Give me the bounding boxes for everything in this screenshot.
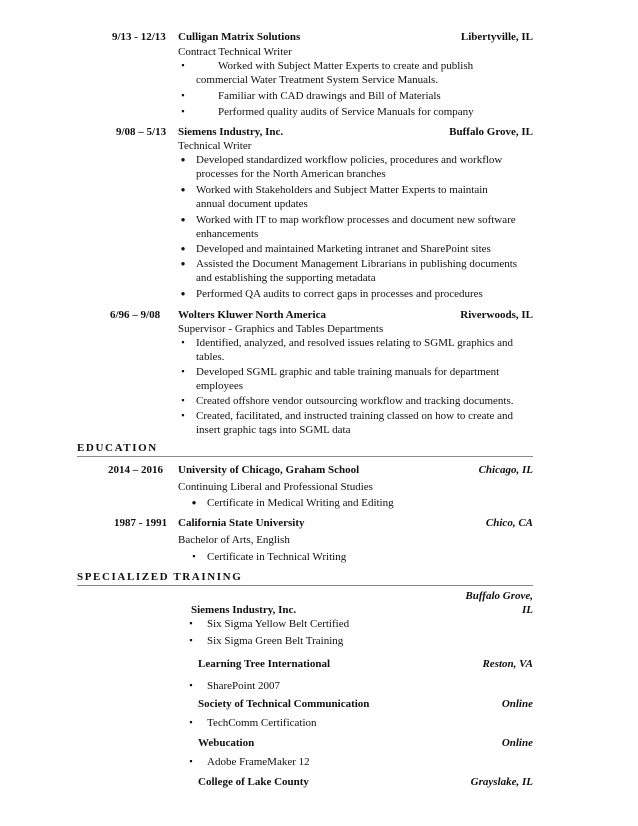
job-company: Culligan Matrix Solutions (178, 31, 301, 43)
round-bullet-icon: ● (191, 498, 197, 507)
bullet-text: Familiar with CAD drawings and Bill of Materials (218, 90, 441, 102)
bullet-text: Developed standardized workflow policies, procedures and workflow (196, 154, 503, 166)
section-heading-training: SPECIALIZED TRAINING (77, 571, 243, 583)
edu-school: University of Chicago, Graham School (178, 464, 360, 476)
bullet-text: Six Sigma Yellow Belt Certified (207, 618, 350, 630)
job-location: Buffalo Grove, IL (449, 126, 533, 138)
bullet-text: Developed and maintained Marketing intranet and SharePoint sites (196, 243, 491, 255)
edu-dates: 2014 – 2016 (108, 464, 163, 476)
bullet-text: Assisted the Document Management Librarians in publishing documents (196, 258, 518, 270)
round-bullet-icon: ● (180, 244, 186, 253)
bullet-text: Worked with IT to map workflow processes and document new software (196, 214, 516, 226)
section-heading-education: EDUCATION (77, 442, 158, 454)
job-dates: 9/13 - 12/13 (112, 31, 166, 43)
square-bullet-icon: ▪ (189, 635, 193, 645)
bullet-text: commercial Water Treatment System Service Manuals. (196, 74, 439, 86)
bullet-text: insert graphic tags into SGML data (196, 424, 351, 436)
bullet-text: tables. (196, 351, 225, 363)
training-location: Online (501, 698, 533, 710)
job-dates: 6/96 – 9/08 (110, 309, 161, 321)
square-bullet-icon: ▪ (181, 366, 185, 376)
training-location: Online (501, 737, 533, 749)
round-bullet-icon: ● (180, 215, 186, 224)
job-location: Riverwoods, IL (460, 309, 533, 321)
job-title: Supervisor - Graphics and Tables Departments (178, 323, 384, 335)
square-bullet-icon: ▪ (181, 410, 185, 420)
training-location: Buffalo Grove, (465, 590, 533, 602)
bullet-text: employees (196, 380, 244, 392)
square-bullet-icon: ▪ (192, 551, 196, 561)
bullet-text: Certificate in Technical Writing (207, 551, 347, 563)
square-bullet-icon: ▪ (189, 756, 193, 766)
bullet-text: enhancements (196, 228, 259, 240)
edu-location: Chicago, IL (478, 464, 533, 476)
bullet-text: Certificate in Medical Writing and Editing (207, 497, 394, 509)
training-location: Grayslake, IL (470, 776, 533, 788)
square-bullet-icon: ▪ (181, 60, 185, 70)
round-bullet-icon: ● (180, 155, 186, 164)
training-provider: Society of Technical Communication (198, 698, 370, 710)
square-bullet-icon: ▪ (189, 717, 193, 727)
square-bullet-icon: ▪ (189, 618, 193, 628)
round-bullet-icon: ● (180, 289, 186, 298)
training-location: Reston, VA (482, 658, 533, 670)
job-dates: 9/08 – 5/13 (116, 126, 167, 138)
bullet-text: Six Sigma Green Belt Training (207, 635, 344, 647)
square-bullet-icon: ▪ (181, 395, 185, 405)
bullet-text: Developed SGML graphic and table training manuals for department (196, 366, 500, 378)
training-location: IL (522, 604, 533, 616)
job-location: Libertyville, IL (460, 31, 533, 43)
edu-program: Bachelor of Arts, English (178, 534, 290, 546)
job-title: Contract Technical Writer (178, 46, 292, 58)
section-divider (77, 585, 533, 586)
edu-program: Continuing Liberal and Professional Studies (178, 481, 373, 493)
bullet-text: Worked with Stakeholders and Subject Matter Experts to maintain (196, 184, 488, 196)
bullet-text: and establishing the supporting metadata (196, 272, 376, 284)
square-bullet-icon: ▪ (181, 90, 185, 100)
bullet-text: TechComm Certification (207, 717, 317, 729)
bullet-text: Created offshore vendor outsourcing workflow and tracking documents. (196, 395, 514, 407)
bullet-text: Adobe FrameMaker 12 (207, 756, 310, 768)
round-bullet-icon: ● (180, 185, 186, 194)
job-title: Technical Writer (178, 140, 252, 152)
training-provider: College of Lake County (198, 776, 309, 788)
bullet-text: Performed quality audits of Service Manuals for company (218, 106, 474, 118)
bullet-text: SharePoint 2007 (207, 680, 281, 692)
bullet-text: Created, facilitated, and instructed training classed on how to create and (196, 410, 514, 422)
square-bullet-icon: ▪ (181, 106, 185, 116)
training-provider: Learning Tree International (198, 658, 330, 670)
round-bullet-icon: ● (180, 259, 186, 268)
square-bullet-icon: ▪ (189, 680, 193, 690)
edu-location: Chico, CA (485, 517, 533, 529)
bullet-text: annual document updates (196, 198, 308, 210)
bullet-text: Worked with Subject Matter Experts to create and publish (218, 60, 474, 72)
bullet-text: processes for the North American branches (196, 168, 386, 180)
edu-school: California State University (178, 517, 305, 529)
square-bullet-icon: ▪ (181, 337, 185, 347)
training-provider: Siemens Industry, Inc. (191, 604, 297, 616)
edu-dates: 1987 - 1991 (114, 517, 168, 529)
training-provider: Webucation (198, 737, 255, 749)
job-company: Wolters Kluwer North America (178, 309, 326, 321)
bullet-text: Identified, analyzed, and resolved issues relating to SGML graphics and (196, 337, 513, 349)
section-divider (77, 456, 533, 457)
job-company: Siemens Industry, Inc. (178, 126, 284, 138)
bullet-text: Performed QA audits to correct gaps in processes and procedures (196, 288, 483, 300)
